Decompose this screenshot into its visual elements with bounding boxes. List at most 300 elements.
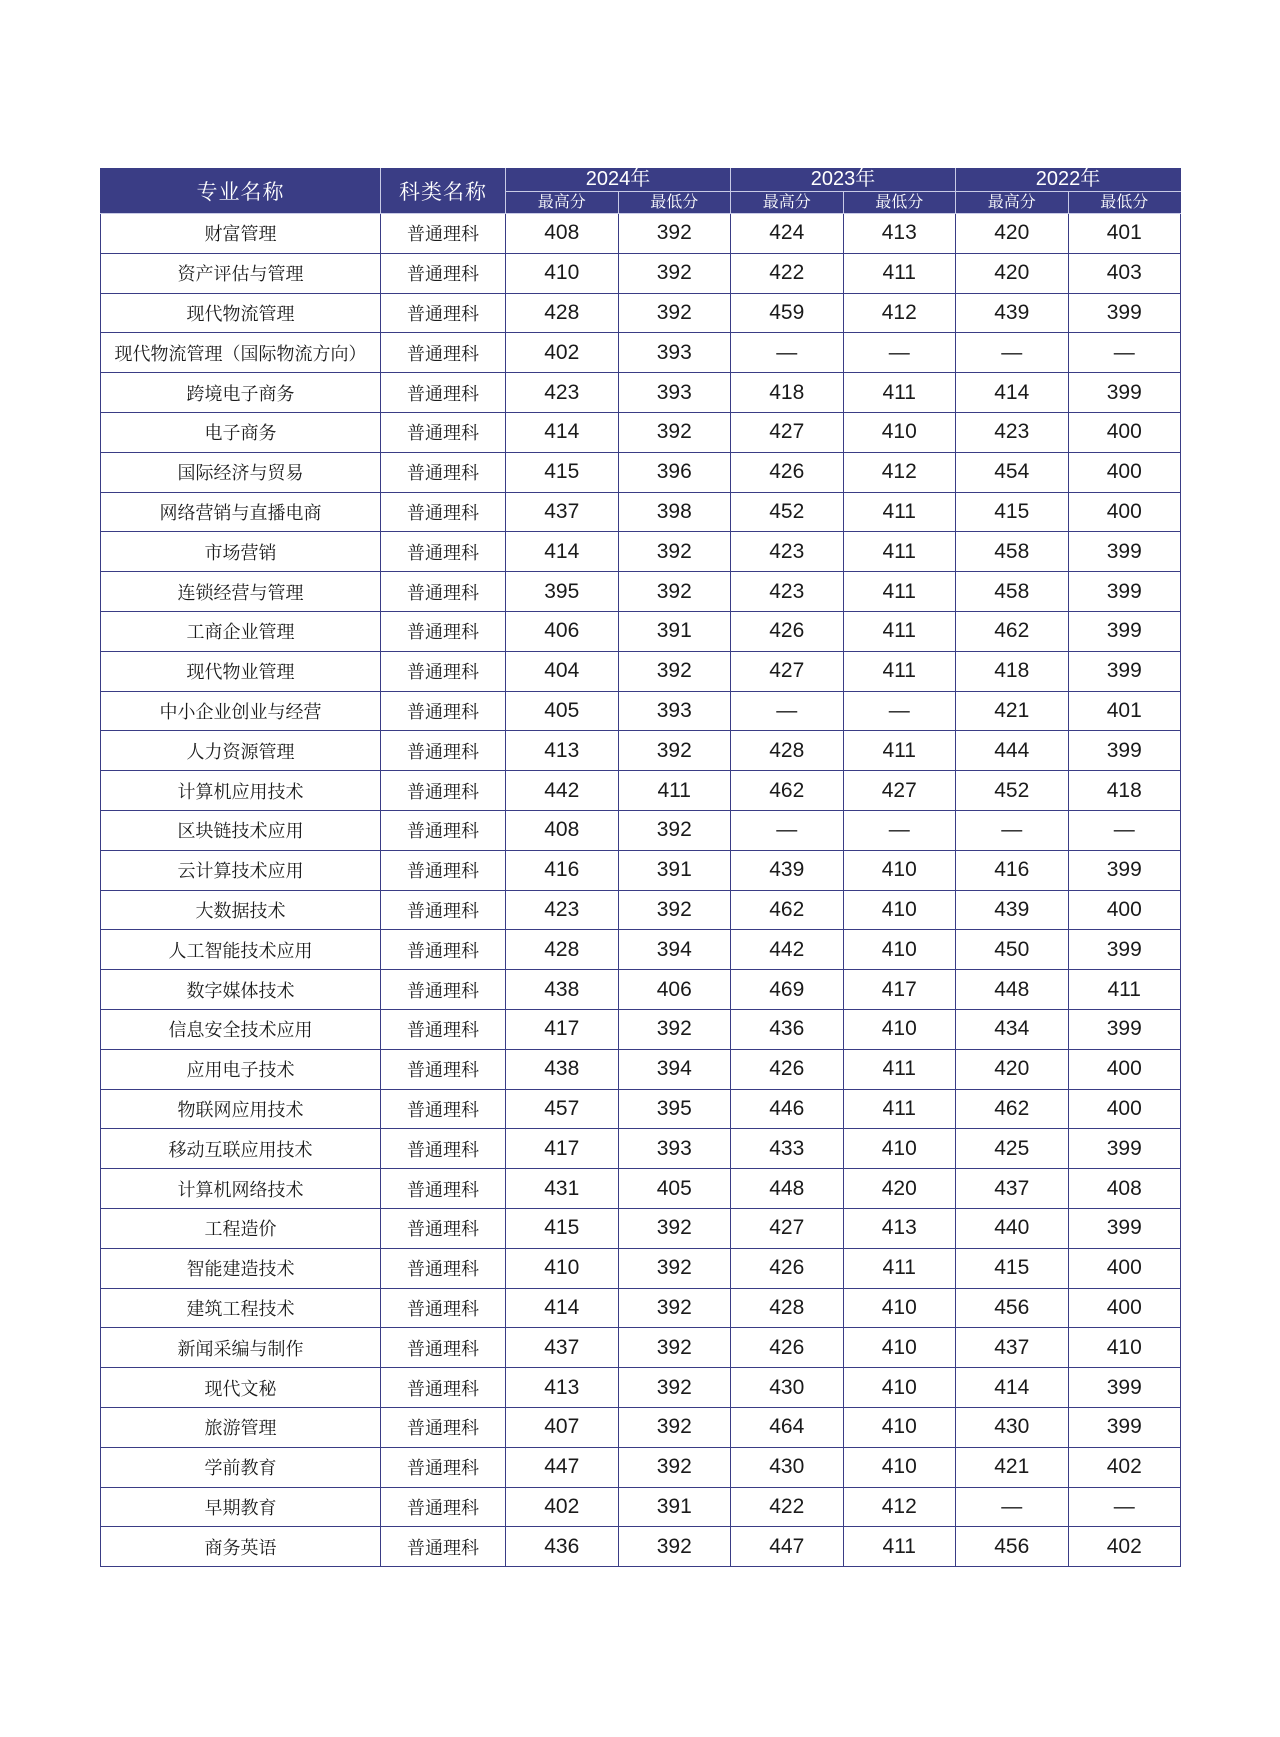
cell-score-max-2022: 421 bbox=[956, 1447, 1069, 1487]
table-row bbox=[101, 452, 1181, 492]
cell-category: 普通理科 bbox=[381, 1129, 506, 1169]
table-row bbox=[101, 771, 1181, 811]
cell-score-max-2023: 433 bbox=[731, 1129, 844, 1169]
cell-score-min-2024: 406 bbox=[618, 970, 731, 1010]
cell-score-max-2023: 430 bbox=[731, 1447, 844, 1487]
cell-score-min-2023: 411 bbox=[843, 492, 956, 532]
cell-score-max-2024: 423 bbox=[506, 373, 619, 413]
cell-score-min-2023: 410 bbox=[843, 1447, 956, 1487]
cell-score-max-2024: 414 bbox=[506, 412, 619, 452]
cell-category: 普通理科 bbox=[381, 412, 506, 452]
cell-category: 普通理科 bbox=[381, 771, 506, 811]
cell-major: 早期教育 bbox=[101, 1487, 381, 1527]
cell-major: 工商企业管理 bbox=[101, 611, 381, 651]
cell-category: 普通理科 bbox=[381, 373, 506, 413]
cell-score-min-2024: 392 bbox=[618, 651, 731, 691]
table-row bbox=[101, 611, 1181, 651]
cell-score-min-2022: 400 bbox=[1068, 1248, 1181, 1288]
cell-category: 普通理科 bbox=[381, 691, 506, 731]
cell-major: 国际经济与贸易 bbox=[101, 452, 381, 492]
cell-score-max-2024: 437 bbox=[506, 492, 619, 532]
table-row bbox=[101, 572, 1181, 612]
cell-score-max-2022: 420 bbox=[956, 214, 1069, 254]
cell-major: 数字媒体技术 bbox=[101, 970, 381, 1010]
cell-score-min-2022: 403 bbox=[1068, 253, 1181, 293]
cell-score-max-2022: 415 bbox=[956, 492, 1069, 532]
table-row bbox=[101, 1487, 1181, 1527]
cell-score-max-2023: 439 bbox=[731, 850, 844, 890]
cell-score-max-2024: 417 bbox=[506, 1009, 619, 1049]
subheader-min-2024: 最低分 bbox=[618, 191, 731, 214]
cell-score-min-2022: 399 bbox=[1068, 850, 1181, 890]
table-row bbox=[101, 1248, 1181, 1288]
cell-score-min-2022: 400 bbox=[1068, 492, 1181, 532]
cell-score-min-2023: 411 bbox=[843, 1527, 956, 1567]
cell-score-min-2024: 392 bbox=[618, 412, 731, 452]
table-row bbox=[101, 1089, 1181, 1129]
cell-score-max-2022: — bbox=[956, 333, 1069, 373]
cell-category: 普通理科 bbox=[381, 1487, 506, 1527]
cell-score-min-2022: 399 bbox=[1068, 731, 1181, 771]
cell-score-max-2024: 410 bbox=[506, 253, 619, 293]
cell-score-max-2023: 426 bbox=[731, 611, 844, 651]
cell-category: 普通理科 bbox=[381, 890, 506, 930]
cell-score-max-2022: 425 bbox=[956, 1129, 1069, 1169]
cell-major: 物联网应用技术 bbox=[101, 1089, 381, 1129]
cell-score-min-2024: 392 bbox=[618, 731, 731, 771]
cell-score-min-2023: 420 bbox=[843, 1169, 956, 1209]
cell-score-min-2023: 417 bbox=[843, 970, 956, 1010]
cell-score-max-2022: 462 bbox=[956, 611, 1069, 651]
cell-score-max-2023: 462 bbox=[731, 890, 844, 930]
cell-score-max-2024: 431 bbox=[506, 1169, 619, 1209]
cell-score-min-2022: — bbox=[1068, 333, 1181, 373]
column-header-year-2022: 2022年 bbox=[956, 169, 1181, 192]
cell-major: 人工智能技术应用 bbox=[101, 930, 381, 970]
cell-category: 普通理科 bbox=[381, 970, 506, 1010]
column-header-year-2024: 2024年 bbox=[506, 169, 731, 192]
cell-score-max-2024: 395 bbox=[506, 572, 619, 612]
table-row bbox=[101, 651, 1181, 691]
cell-score-min-2023: — bbox=[843, 810, 956, 850]
cell-score-max-2022: 458 bbox=[956, 572, 1069, 612]
cell-score-max-2023: 469 bbox=[731, 970, 844, 1010]
cell-major: 移动互联应用技术 bbox=[101, 1129, 381, 1169]
cell-score-min-2023: 411 bbox=[843, 651, 956, 691]
cell-score-min-2022: 410 bbox=[1068, 1328, 1181, 1368]
cell-score-max-2024: 405 bbox=[506, 691, 619, 731]
table-row bbox=[101, 970, 1181, 1010]
cell-score-min-2023: 410 bbox=[843, 1368, 956, 1408]
cell-category: 普通理科 bbox=[381, 253, 506, 293]
cell-score-max-2024: 408 bbox=[506, 214, 619, 254]
cell-category: 普通理科 bbox=[381, 492, 506, 532]
cell-score-max-2022: 414 bbox=[956, 1368, 1069, 1408]
cell-major: 计算机网络技术 bbox=[101, 1169, 381, 1209]
cell-score-min-2024: 392 bbox=[618, 1248, 731, 1288]
cell-score-max-2023: 418 bbox=[731, 373, 844, 413]
cell-score-min-2022: 399 bbox=[1068, 1407, 1181, 1447]
table-body bbox=[101, 214, 1181, 1567]
table-row bbox=[101, 333, 1181, 373]
cell-score-max-2024: 416 bbox=[506, 850, 619, 890]
cell-score-min-2022: 402 bbox=[1068, 1527, 1181, 1567]
cell-score-min-2023: — bbox=[843, 333, 956, 373]
cell-score-max-2024: 407 bbox=[506, 1407, 619, 1447]
column-header-category: 科类名称 bbox=[381, 169, 506, 214]
cell-score-max-2023: 427 bbox=[731, 412, 844, 452]
cell-score-min-2022: 400 bbox=[1068, 1049, 1181, 1089]
cell-category: 普通理科 bbox=[381, 1447, 506, 1487]
cell-major: 中小企业创业与经营 bbox=[101, 691, 381, 731]
cell-score-min-2023: 427 bbox=[843, 771, 956, 811]
table-row bbox=[101, 1288, 1181, 1328]
cell-score-max-2022: 434 bbox=[956, 1009, 1069, 1049]
cell-major: 现代物业管理 bbox=[101, 651, 381, 691]
admission-score-table bbox=[100, 168, 1181, 1567]
cell-score-min-2023: 412 bbox=[843, 293, 956, 333]
cell-score-min-2022: 399 bbox=[1068, 293, 1181, 333]
table-row bbox=[101, 1368, 1181, 1408]
table-row bbox=[101, 1328, 1181, 1368]
cell-score-max-2023: — bbox=[731, 333, 844, 373]
cell-score-min-2024: 394 bbox=[618, 1049, 731, 1089]
cell-major: 市场营销 bbox=[101, 532, 381, 572]
cell-score-max-2022: 448 bbox=[956, 970, 1069, 1010]
cell-category: 普通理科 bbox=[381, 452, 506, 492]
cell-score-min-2024: 392 bbox=[618, 214, 731, 254]
cell-score-min-2024: 392 bbox=[618, 1407, 731, 1447]
cell-score-min-2024: 396 bbox=[618, 452, 731, 492]
cell-score-min-2024: 393 bbox=[618, 373, 731, 413]
cell-score-min-2024: 392 bbox=[618, 253, 731, 293]
cell-score-min-2024: 391 bbox=[618, 611, 731, 651]
cell-score-min-2022: 399 bbox=[1068, 532, 1181, 572]
cell-category: 普通理科 bbox=[381, 293, 506, 333]
table-row bbox=[101, 293, 1181, 333]
cell-score-min-2024: 392 bbox=[618, 1527, 731, 1567]
cell-score-max-2024: 428 bbox=[506, 930, 619, 970]
cell-major: 财富管理 bbox=[101, 214, 381, 254]
cell-score-min-2023: 410 bbox=[843, 1328, 956, 1368]
cell-score-max-2022: 414 bbox=[956, 373, 1069, 413]
cell-category: 普通理科 bbox=[381, 1527, 506, 1567]
table-row bbox=[101, 691, 1181, 731]
cell-score-max-2022: 462 bbox=[956, 1089, 1069, 1129]
cell-category: 普通理科 bbox=[381, 1288, 506, 1328]
cell-score-min-2023: 412 bbox=[843, 1487, 956, 1527]
cell-score-max-2023: 430 bbox=[731, 1368, 844, 1408]
cell-score-max-2024: 402 bbox=[506, 1487, 619, 1527]
cell-score-min-2024: 392 bbox=[618, 293, 731, 333]
cell-score-max-2024: 413 bbox=[506, 731, 619, 771]
cell-major: 现代物流管理 bbox=[101, 293, 381, 333]
cell-score-max-2024: 406 bbox=[506, 611, 619, 651]
cell-score-max-2022: 421 bbox=[956, 691, 1069, 731]
cell-score-min-2023: 411 bbox=[843, 1049, 956, 1089]
cell-score-min-2023: 412 bbox=[843, 452, 956, 492]
cell-score-max-2023: 426 bbox=[731, 452, 844, 492]
cell-major: 新闻采编与制作 bbox=[101, 1328, 381, 1368]
cell-major: 建筑工程技术 bbox=[101, 1288, 381, 1328]
cell-score-min-2024: 411 bbox=[618, 771, 731, 811]
cell-score-max-2023: — bbox=[731, 691, 844, 731]
cell-score-max-2022: 420 bbox=[956, 253, 1069, 293]
cell-score-min-2023: 411 bbox=[843, 253, 956, 293]
cell-category: 普通理科 bbox=[381, 611, 506, 651]
cell-score-min-2024: 392 bbox=[618, 572, 731, 612]
cell-score-max-2023: 423 bbox=[731, 532, 844, 572]
subheader-min-2023: 最低分 bbox=[843, 191, 956, 214]
cell-score-max-2024: 404 bbox=[506, 651, 619, 691]
cell-score-min-2024: 394 bbox=[618, 930, 731, 970]
table-row bbox=[101, 373, 1181, 413]
cell-major: 旅游管理 bbox=[101, 1407, 381, 1447]
cell-major: 电子商务 bbox=[101, 412, 381, 452]
cell-score-max-2023: 464 bbox=[731, 1407, 844, 1447]
cell-score-max-2022: 450 bbox=[956, 930, 1069, 970]
cell-score-max-2024: 417 bbox=[506, 1129, 619, 1169]
cell-major: 商务英语 bbox=[101, 1527, 381, 1567]
cell-score-min-2022: 399 bbox=[1068, 572, 1181, 612]
cell-score-max-2022: 430 bbox=[956, 1407, 1069, 1447]
cell-score-min-2023: 411 bbox=[843, 532, 956, 572]
cell-category: 普通理科 bbox=[381, 810, 506, 850]
cell-score-min-2023: 413 bbox=[843, 1208, 956, 1248]
cell-category: 普通理科 bbox=[381, 214, 506, 254]
cell-score-min-2023: 410 bbox=[843, 412, 956, 452]
cell-score-min-2022: 399 bbox=[1068, 1009, 1181, 1049]
cell-score-max-2022: 439 bbox=[956, 890, 1069, 930]
table-row bbox=[101, 1009, 1181, 1049]
cell-score-min-2024: 392 bbox=[618, 890, 731, 930]
cell-score-max-2023: 459 bbox=[731, 293, 844, 333]
cell-score-max-2024: 423 bbox=[506, 890, 619, 930]
cell-score-max-2022: 452 bbox=[956, 771, 1069, 811]
cell-major: 跨境电子商务 bbox=[101, 373, 381, 413]
cell-major: 工程造价 bbox=[101, 1208, 381, 1248]
cell-score-max-2024: 447 bbox=[506, 1447, 619, 1487]
cell-score-min-2024: 392 bbox=[618, 532, 731, 572]
cell-score-min-2022: 399 bbox=[1068, 1368, 1181, 1408]
cell-category: 普通理科 bbox=[381, 1368, 506, 1408]
cell-major: 网络营销与直播电商 bbox=[101, 492, 381, 532]
cell-category: 普通理科 bbox=[381, 532, 506, 572]
table-row bbox=[101, 214, 1181, 254]
cell-score-min-2024: 405 bbox=[618, 1169, 731, 1209]
cell-score-min-2024: 392 bbox=[618, 1288, 731, 1328]
cell-score-min-2024: 392 bbox=[618, 1208, 731, 1248]
cell-score-min-2022: 399 bbox=[1068, 1208, 1181, 1248]
cell-score-min-2022: 400 bbox=[1068, 452, 1181, 492]
table-row bbox=[101, 890, 1181, 930]
cell-score-max-2022: 437 bbox=[956, 1328, 1069, 1368]
cell-score-min-2023: 411 bbox=[843, 373, 956, 413]
table-row bbox=[101, 1407, 1181, 1447]
cell-score-max-2022: 415 bbox=[956, 1248, 1069, 1288]
cell-score-min-2023: 410 bbox=[843, 1288, 956, 1328]
cell-score-max-2024: 414 bbox=[506, 532, 619, 572]
cell-score-min-2024: 393 bbox=[618, 691, 731, 731]
cell-score-min-2022: 401 bbox=[1068, 691, 1181, 731]
cell-major: 人力资源管理 bbox=[101, 731, 381, 771]
subheader-max-2023: 最高分 bbox=[731, 191, 844, 214]
cell-category: 普通理科 bbox=[381, 1169, 506, 1209]
table-row bbox=[101, 810, 1181, 850]
cell-score-min-2023: 413 bbox=[843, 214, 956, 254]
subheader-max-2024: 最高分 bbox=[506, 191, 619, 214]
cell-score-min-2022: 402 bbox=[1068, 1447, 1181, 1487]
cell-score-max-2022: — bbox=[956, 1487, 1069, 1527]
cell-score-max-2023: 462 bbox=[731, 771, 844, 811]
cell-score-max-2022: — bbox=[956, 810, 1069, 850]
cell-score-min-2022: 399 bbox=[1068, 930, 1181, 970]
cell-category: 普通理科 bbox=[381, 1208, 506, 1248]
cell-score-max-2023: 426 bbox=[731, 1248, 844, 1288]
cell-major: 资产评估与管理 bbox=[101, 253, 381, 293]
cell-score-min-2024: 398 bbox=[618, 492, 731, 532]
cell-major: 应用电子技术 bbox=[101, 1049, 381, 1089]
cell-score-min-2022: 399 bbox=[1068, 1129, 1181, 1169]
cell-score-min-2023: 410 bbox=[843, 1009, 956, 1049]
cell-score-min-2024: 392 bbox=[618, 1368, 731, 1408]
table-row bbox=[101, 492, 1181, 532]
cell-category: 普通理科 bbox=[381, 1407, 506, 1447]
cell-major: 连锁经营与管理 bbox=[101, 572, 381, 612]
cell-category: 普通理科 bbox=[381, 930, 506, 970]
cell-category: 普通理科 bbox=[381, 333, 506, 373]
cell-score-max-2022: 440 bbox=[956, 1208, 1069, 1248]
cell-category: 普通理科 bbox=[381, 1328, 506, 1368]
cell-score-min-2023: 411 bbox=[843, 731, 956, 771]
cell-score-max-2024: 402 bbox=[506, 333, 619, 373]
cell-score-max-2024: 457 bbox=[506, 1089, 619, 1129]
table-row bbox=[101, 253, 1181, 293]
cell-category: 普通理科 bbox=[381, 850, 506, 890]
table-row bbox=[101, 850, 1181, 890]
cell-score-min-2023: 410 bbox=[843, 1129, 956, 1169]
table-row bbox=[101, 412, 1181, 452]
cell-score-max-2023: 447 bbox=[731, 1527, 844, 1567]
table-row bbox=[101, 1049, 1181, 1089]
cell-score-max-2023: 436 bbox=[731, 1009, 844, 1049]
cell-score-min-2022: 399 bbox=[1068, 651, 1181, 691]
cell-score-min-2023: 410 bbox=[843, 890, 956, 930]
cell-score-min-2022: 399 bbox=[1068, 611, 1181, 651]
cell-score-min-2023: 410 bbox=[843, 1407, 956, 1447]
cell-score-min-2022: — bbox=[1068, 810, 1181, 850]
cell-score-min-2022: — bbox=[1068, 1487, 1181, 1527]
subheader-max-2022: 最高分 bbox=[956, 191, 1069, 214]
cell-score-max-2023: — bbox=[731, 810, 844, 850]
cell-score-min-2023: — bbox=[843, 691, 956, 731]
column-header-year-2023: 2023年 bbox=[731, 169, 956, 192]
cell-major: 大数据技术 bbox=[101, 890, 381, 930]
cell-score-min-2024: 393 bbox=[618, 1129, 731, 1169]
cell-score-max-2024: 408 bbox=[506, 810, 619, 850]
cell-major: 现代物流管理（国际物流方向） bbox=[101, 333, 381, 373]
cell-score-min-2022: 399 bbox=[1068, 373, 1181, 413]
cell-score-max-2023: 427 bbox=[731, 651, 844, 691]
cell-score-min-2022: 400 bbox=[1068, 1089, 1181, 1129]
cell-score-min-2022: 400 bbox=[1068, 1288, 1181, 1328]
cell-score-min-2022: 411 bbox=[1068, 970, 1181, 1010]
cell-score-max-2024: 413 bbox=[506, 1368, 619, 1408]
cell-category: 普通理科 bbox=[381, 1009, 506, 1049]
cell-score-max-2023: 426 bbox=[731, 1328, 844, 1368]
cell-category: 普通理科 bbox=[381, 651, 506, 691]
cell-score-min-2022: 401 bbox=[1068, 214, 1181, 254]
cell-score-max-2022: 437 bbox=[956, 1169, 1069, 1209]
cell-score-min-2024: 392 bbox=[618, 810, 731, 850]
cell-score-min-2022: 400 bbox=[1068, 412, 1181, 452]
cell-score-min-2024: 392 bbox=[618, 1328, 731, 1368]
cell-score-max-2024: 438 bbox=[506, 1049, 619, 1089]
cell-score-max-2022: 416 bbox=[956, 850, 1069, 890]
cell-score-min-2023: 411 bbox=[843, 1248, 956, 1288]
cell-score-max-2022: 456 bbox=[956, 1288, 1069, 1328]
cell-score-min-2024: 392 bbox=[618, 1447, 731, 1487]
table-row bbox=[101, 1129, 1181, 1169]
cell-score-max-2022: 458 bbox=[956, 532, 1069, 572]
cell-score-max-2022: 456 bbox=[956, 1527, 1069, 1567]
cell-score-max-2023: 428 bbox=[731, 1288, 844, 1328]
cell-score-max-2022: 439 bbox=[956, 293, 1069, 333]
column-header-major: 专业名称 bbox=[101, 169, 381, 214]
cell-score-min-2023: 410 bbox=[843, 930, 956, 970]
cell-score-max-2023: 452 bbox=[731, 492, 844, 532]
cell-score-max-2022: 420 bbox=[956, 1049, 1069, 1089]
cell-score-max-2023: 422 bbox=[731, 253, 844, 293]
cell-score-max-2023: 424 bbox=[731, 214, 844, 254]
table-row bbox=[101, 532, 1181, 572]
cell-score-max-2022: 418 bbox=[956, 651, 1069, 691]
cell-score-min-2024: 395 bbox=[618, 1089, 731, 1129]
cell-score-min-2024: 393 bbox=[618, 333, 731, 373]
cell-score-min-2022: 418 bbox=[1068, 771, 1181, 811]
table-row bbox=[101, 1447, 1181, 1487]
cell-major: 云计算技术应用 bbox=[101, 850, 381, 890]
table-row bbox=[101, 731, 1181, 771]
cell-major: 智能建造技术 bbox=[101, 1248, 381, 1288]
cell-score-min-2022: 408 bbox=[1068, 1169, 1181, 1209]
cell-category: 普通理科 bbox=[381, 1089, 506, 1129]
cell-score-max-2023: 442 bbox=[731, 930, 844, 970]
table-header bbox=[101, 169, 1181, 214]
cell-major: 计算机应用技术 bbox=[101, 771, 381, 811]
cell-major: 信息安全技术应用 bbox=[101, 1009, 381, 1049]
cell-score-max-2023: 448 bbox=[731, 1169, 844, 1209]
cell-score-max-2024: 436 bbox=[506, 1527, 619, 1567]
cell-score-min-2024: 391 bbox=[618, 850, 731, 890]
cell-category: 普通理科 bbox=[381, 572, 506, 612]
cell-score-min-2024: 391 bbox=[618, 1487, 731, 1527]
cell-major: 区块链技术应用 bbox=[101, 810, 381, 850]
cell-score-max-2022: 454 bbox=[956, 452, 1069, 492]
cell-score-max-2024: 410 bbox=[506, 1248, 619, 1288]
cell-score-max-2023: 427 bbox=[731, 1208, 844, 1248]
cell-score-max-2024: 442 bbox=[506, 771, 619, 811]
cell-score-max-2022: 444 bbox=[956, 731, 1069, 771]
cell-score-max-2024: 415 bbox=[506, 452, 619, 492]
cell-score-max-2024: 438 bbox=[506, 970, 619, 1010]
cell-score-max-2024: 415 bbox=[506, 1208, 619, 1248]
cell-category: 普通理科 bbox=[381, 1049, 506, 1089]
cell-score-max-2023: 423 bbox=[731, 572, 844, 612]
cell-major: 现代文秘 bbox=[101, 1368, 381, 1408]
cell-category: 普通理科 bbox=[381, 731, 506, 771]
cell-category: 普通理科 bbox=[381, 1248, 506, 1288]
